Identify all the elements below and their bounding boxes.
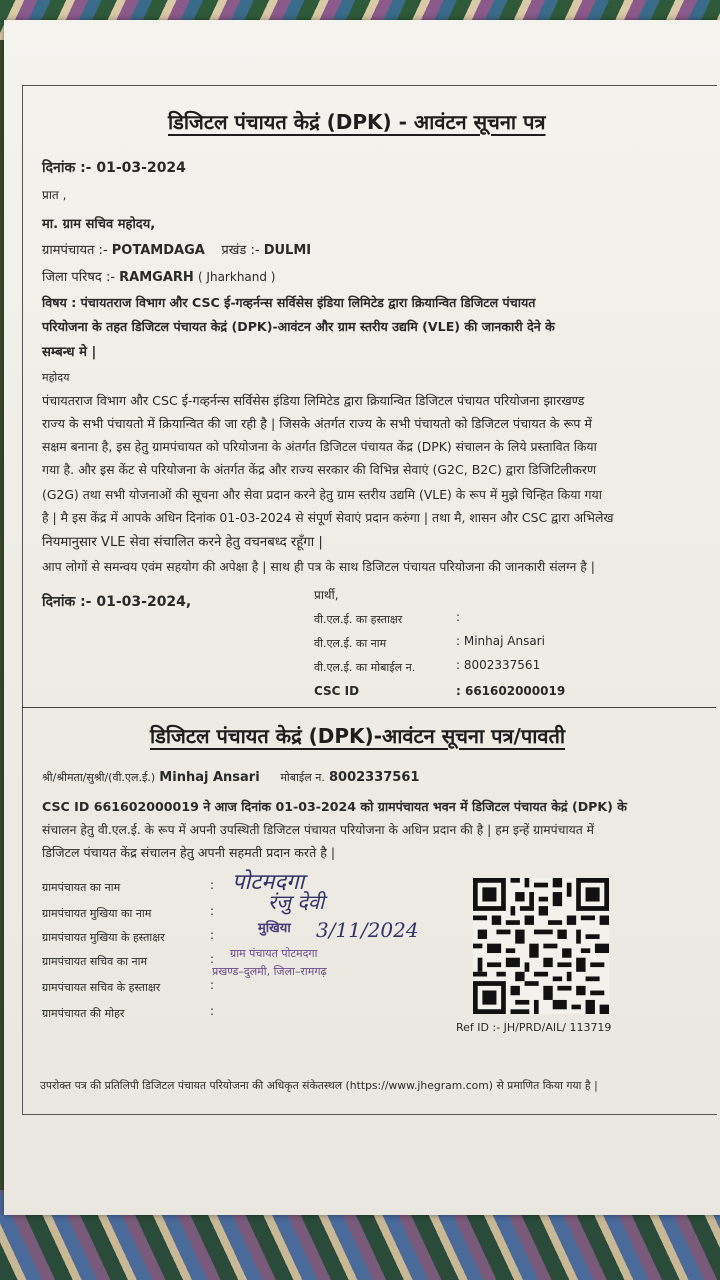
block-value: DULMI	[263, 243, 312, 258]
receipt-body-line-3: डिजिटल पंचायत केंद्र संचालन हेतु अपनी सहमती प्रदान करते है |	[42, 845, 336, 860]
district-line	[42, 267, 276, 285]
prarthi-label: प्रार्थी,	[314, 588, 339, 602]
notice-date: दिनांक :- 01-03-2024	[42, 160, 186, 176]
handwritten-panchayat-name: पोटमदगा	[232, 870, 305, 895]
body-line-4: गया है. और इस केंट से परियोजना के अंतर्गत केंद्र और राज्य सरकार की विभिन्न सेवाएं (G2C, B2C) द्वारा डिजिटिलीकरण	[42, 462, 596, 477]
body-line-1: पंचायतराज विभाग और CSC ई-गव्हर्नन्स सर्विसेस इंडिया लिमिटेड द्वारा क्रियान्वित डिजिटल पंचायत परियोजना झारखण्ड	[42, 393, 585, 408]
subject-line-2: परियोजना के तहत डिजिटल पंचायत केद्रं (DPK)-आवंटन और ग्राम स्तरीय उद्यमि (VLE) की जानकारी देने के	[42, 319, 555, 334]
subject-line-3: सम्बन्ध मे |	[42, 345, 97, 360]
vle-name-label: वी.एल.ई. का नाम	[314, 637, 387, 650]
field-mukhiya-name-colon: :	[210, 904, 215, 918]
person-prefix: श्री/श्रीमता/सुश्री/(वी.एल.ई.)	[42, 771, 156, 784]
district-value: RAMGARH	[119, 270, 194, 285]
vle-mobile-value: : 8002337561	[456, 658, 541, 672]
subject-line-1: विषय : पंचायतराज विभाग और CSC ई-गव्हर्नन्स सर्विसेस इंडिया लिमिटेड द्वारा क्रियान्वित डिजिटल पंचायत	[42, 295, 536, 310]
receipt-title: डिजिटल पंचायत केद्रं (DPK)-आवंटन सूचना पत्र/पावती	[150, 724, 566, 748]
reference-id: Ref ID :- JH/PRD/AIL/ 113719	[456, 1021, 612, 1034]
person-mobile-label: मोबाईल न.	[280, 771, 325, 784]
body-line-7: नियमानुसार VLE सेवा संचालित करने हेतु वचनबध्द रहूँगा |	[42, 535, 323, 550]
handwritten-sign-date: 3/11/2024	[316, 918, 419, 942]
sign-date: दिनांक :- 01-03-2024,	[42, 594, 192, 610]
field-secretary-sign-label: ग्रामपंचायत सचिव के हस्ताक्षर	[42, 981, 161, 994]
addressee: मा. ग्राम सचिव महोदय,	[42, 217, 156, 232]
block-label: प्रखंड :-	[221, 243, 260, 258]
footer-note: उपरोक्त पत्र की प्रतिलिपी डिजिटल पंचायत परियोजना की अधिकृत संकेतस्थल (https://www.jhegram.com) से प्रमाणित किया गया है |	[40, 1079, 598, 1092]
receipt-person-line	[42, 770, 419, 785]
field-mukhiya-sign-label: ग्रामपंचायत मुखिया के हस्ताक्षर	[42, 931, 165, 944]
field-mukhiya-name-label: ग्रामपंचायत मुखिया का नाम	[42, 907, 152, 920]
receipt-body-line-1: CSC ID 661602000019 ने आज दिनांक 01-03-2024 को ग्रामपंचायत भवन में डिजिटल पंचायत केद्रं (DPK) के	[42, 799, 627, 814]
body-line-6: है | मै इस केंद्र में आपके अधिन दिनांक 01-03-2024 से संपूर्ण सेवाएं प्रदान करुंगा | तथा मै, शासन और CSC द्वारा अभिलेख	[42, 510, 614, 525]
body-line-2: राज्य के सभी पंचायतो में क्रियान्वित की जा रही है | जिसके अंतर्गत राज्य के सभी पंचायतो को डिजिटल पंचायत के रूप में	[42, 416, 592, 431]
gram-value: POTAMDAGA	[111, 243, 205, 258]
closing-line: आप लोगों से समन्वय एवंम सहयोग की अपेक्षा है | साथ ही पत्र के साथ डिजिटल पंचायत परियोजना की जानकारी संलग्न है |	[42, 559, 595, 574]
district-label: जिला परिषद :-	[42, 270, 116, 285]
notice-title: डिजिटल पंचायत केद्रं (DPK) - आवंटन सूचना पत्र	[168, 110, 546, 134]
stamp-line-2: प्रखण्ड–दुलमी, जिला–रामगढ़	[212, 965, 327, 978]
stamp-line-1: ग्राम पंचायत पोटमदगा	[230, 947, 318, 960]
csc-label: CSC ID	[314, 684, 360, 698]
qr-code	[473, 878, 609, 1014]
field-mukhiya-sign-colon: :	[210, 928, 215, 942]
gram-label: ग्रामपंचायत :-	[42, 243, 108, 258]
receipt-body-line-2: संचालन हेतु वी.एल.ई. के रूप में अपनी उपस्थिती डिजिटल पंचायत परियोजना के अधिन प्रदान की है | हम इन्हें ग्रामपंचायत में	[42, 823, 595, 837]
csc-value: : 661602000019	[456, 684, 566, 698]
handwritten-mukhiya-name: रंजु देवी	[268, 890, 325, 914]
body-line-5: (G2G) तथा सभी योजनाओं की सूचना और सेवा प्रदान करने हेतु ग्राम स्तरीय उद्यमि (VLE) के रूप में मुझे चिन्हित किया गया	[42, 487, 602, 502]
state-value: ( Jharkhand )	[197, 270, 276, 284]
prati-text: प्रात ,	[42, 188, 67, 202]
vle-sign-colon: :	[456, 610, 461, 624]
section-divider	[22, 707, 716, 708]
vle-name-value: : Minhaj Ansari	[456, 634, 545, 648]
gram-panchayat-line	[42, 240, 311, 258]
salutation: महोदय	[42, 371, 70, 384]
field-secretary-name-colon: :	[210, 952, 215, 966]
person-name: Minhaj Ansari	[159, 770, 260, 785]
field-panchayat-name-colon: :	[210, 878, 215, 892]
body-line-3: सक्षम बनाना है, इस हेतु ग्रामपंचायत को परियोजना के अंतर्गत डिजिटल पंचायत केंद्र (DPK) संचालन के लिये प्रस्तावित किया	[42, 439, 597, 454]
vle-sign-label: वी.एल.ई. का हस्ताक्षर	[314, 613, 403, 626]
vle-mobile-label: वी.एल.ई. का मोबाईल न.	[314, 661, 416, 674]
field-seal-colon: :	[210, 1004, 215, 1018]
person-mobile-value: 8002337561	[328, 770, 420, 785]
field-secretary-name-label: ग्रामपंचायत सचिव का नाम	[42, 955, 148, 968]
field-seal-label: ग्रामपंचायत की मोहर	[42, 1007, 125, 1020]
stamp-mukhiya: मुखिया	[258, 921, 291, 936]
field-panchayat-name-label: ग्रामपंचायत का नाम	[42, 881, 121, 894]
field-secretary-sign-colon: :	[210, 978, 215, 992]
